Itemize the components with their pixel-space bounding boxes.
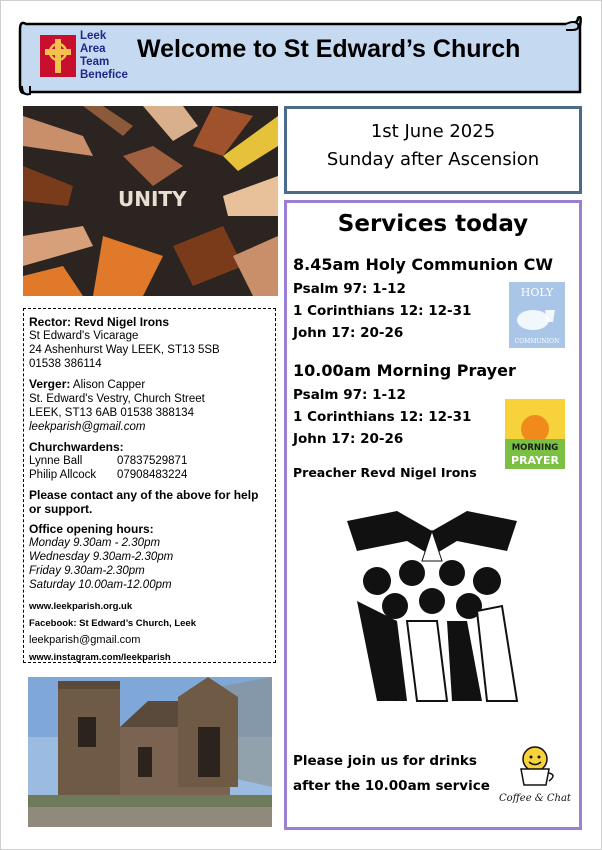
morning-prayer-icon-top: MORNING [511, 443, 559, 453]
verger-address-line: LEEK, ST13 6AB 01538 388134 [29, 407, 194, 419]
verger-address-line: St. Edward's Vestry, Church Street [29, 393, 205, 405]
office-hours-label: Office opening hours: [29, 522, 154, 536]
rector-phone: 01538 386114 [29, 358, 102, 370]
verger-name: Alison Capper [70, 379, 146, 391]
instagram-link[interactable]: www.instagram.com/leekparish [29, 652, 171, 663]
service-heading-holy-communion: 8.45am Holy Communion CW [293, 255, 554, 274]
reading-line: Psalm 97: 1-12 [293, 387, 406, 403]
service-heading-morning-prayer: 10.00am Morning Prayer [293, 361, 516, 380]
churchwarden-row [29, 468, 271, 482]
facebook-link[interactable]: Facebook: St Edward’s Church, Leek [29, 618, 196, 629]
reading-line: John 17: 20-26 [293, 431, 404, 447]
website-link[interactable]: www.leekparish.org.uk [29, 601, 133, 612]
churchwardens-label: Churchwardens: [29, 440, 124, 454]
office-hours-line: Wednesday 9.30am-2.30pm [29, 551, 174, 563]
logo-line: Benefice [80, 69, 128, 81]
reading-line: 1 Corinthians 12: 12-31 [293, 409, 472, 425]
contact-note: Please contact any of the above for help or support. [29, 488, 259, 516]
logo-line: Area [80, 43, 106, 55]
office-hours-line: Monday 9.30am - 2.30pm [29, 537, 161, 549]
unity-word: UNITY [118, 187, 187, 211]
liturgical-day: Sunday after Ascension [326, 149, 540, 170]
pentecost-illustration [337, 511, 527, 703]
rector-label: Rector: Revd Nigel Irons [29, 315, 170, 329]
churchwarden-row [29, 454, 271, 468]
benefice-logo-icon [40, 35, 76, 77]
preacher-line: Preacher Revd Nigel Irons [293, 465, 477, 480]
reading-line: Psalm 97: 1-12 [293, 281, 406, 297]
verger-email-link[interactable]: leekparish@gmail.com [29, 421, 146, 433]
benefice-logo-text [80, 30, 128, 82]
services-title: Services today [337, 211, 529, 237]
logo-line: Leek [80, 30, 107, 42]
morning-prayer-icon-bottom: PRAYER [511, 454, 559, 467]
rector-address-line: St Edward's Vicarage [29, 330, 139, 342]
holy-communion-icon-bottom: COMMUNION [514, 338, 560, 345]
verger-line [29, 377, 271, 392]
holy-communion-icon-top: HOLY [520, 286, 554, 299]
coffee-chat-label: Coffee & Chat [499, 793, 571, 804]
service-date: 1st June 2025 [370, 121, 496, 142]
office-hours-line: Friday 9.30am-2.30pm [29, 565, 145, 577]
unity-hands-image [23, 106, 278, 296]
drinks-line: after the 10.00am service [293, 778, 490, 794]
churchwarden-phone: 07837529871 [117, 455, 188, 467]
coffee-chat-icon [499, 743, 571, 807]
reading-line: John 17: 20-26 [293, 325, 404, 341]
services-box [284, 200, 582, 830]
verger-label: Verger: [29, 377, 71, 391]
contact-details-box [23, 308, 276, 663]
page-title: Welcome to St Edward’s Church [137, 35, 521, 63]
holy-communion-icon [509, 282, 565, 348]
morning-prayer-icon [505, 399, 565, 469]
churchwarden-name: Philip Allcock [29, 469, 97, 481]
churchwarden-phone: 07908483224 [117, 469, 188, 481]
office-hours-line: Saturday 10.00am-12.00pm [29, 579, 172, 591]
churchwarden-name: Lynne Ball [29, 455, 83, 467]
logo-line: Team [80, 56, 110, 68]
date-box [284, 106, 582, 194]
drinks-line: Please join us for drinks [293, 753, 477, 769]
rector-address-line: 24 Ashenhurst Way LEEK, ST13 5SB [29, 344, 220, 356]
reading-line: 1 Corinthians 12: 12-31 [293, 303, 472, 319]
church-photo [28, 677, 272, 827]
email-link[interactable]: leekparish@gmail.com [29, 634, 141, 646]
